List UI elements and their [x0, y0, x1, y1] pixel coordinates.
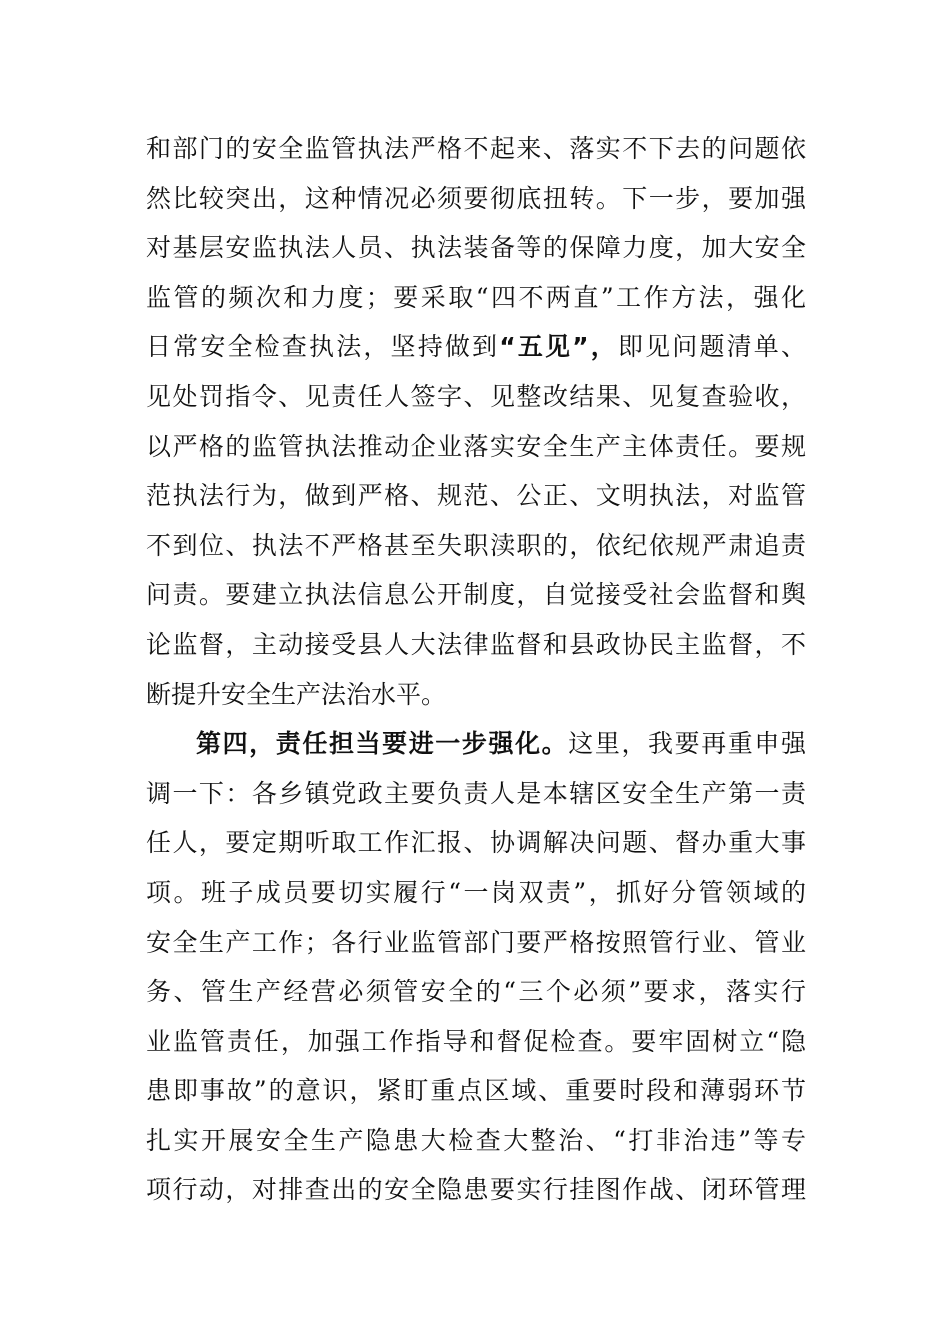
document-page [146, 124, 806, 1215]
text-line: 见处罚指令、见责任人签字、见整改结果、见复查验收， [146, 381, 806, 411]
text-line: 以严格的监管执法推动企业落实安全生产主体责任。要规 [146, 431, 806, 461]
text-run: 即见问题清单、 [617, 332, 806, 362]
text-line: 然比较突出，这种情况必须要彻底扭转。下一步，要加强 [146, 183, 806, 213]
text-line: 任人，要定期听取工作汇报、协调解决问题、督办重大事 [146, 828, 806, 858]
text-line: 断提升安全生产法治水平。 [146, 679, 447, 709]
paragraph-enforcement [146, 124, 806, 719]
text-line: 范执法行为，做到严格、规范、公正、文明执法，对监管 [146, 481, 806, 511]
text-line: 调一下：各乡镇党政主要负责人是本辖区安全生产第一责 [146, 778, 806, 808]
text-line [146, 719, 806, 769]
paragraph-responsibility [146, 719, 806, 1215]
text-line: 务、管生产经营必须管安全的“三个必须”要求，落实行 [146, 977, 806, 1007]
text-line: 患即事故”的意识，紧盯重点区域、重要时段和薄弱环节 [146, 1076, 806, 1106]
text-line: 监管的频次和力度；要采取“四不两直”工作方法，强化 [146, 282, 806, 312]
text-line: 扎实开展安全生产隐患大检查大整治、“打非治违”等专 [146, 1125, 806, 1155]
section-heading-fourth: 第四，责任担当要进一步强化。 [196, 729, 569, 759]
text-line: 项行动，对排查出的安全隐患要实行挂图作战、闭环管理 [146, 1175, 806, 1205]
text-line [146, 322, 806, 372]
text-line: 问责。要建立执法信息公开制度，自觉接受社会监督和舆 [146, 580, 806, 610]
text-line: 论监督，主动接受县人大法律监督和县政协民主监督，不 [146, 629, 806, 659]
text-line: 业监管责任，加强工作指导和督促检查。要牢固树立“隐 [146, 1026, 806, 1056]
text-line: 不到位、执法不严格甚至失职渎职的，依纪依规严肃追责 [146, 530, 806, 560]
text-line: 和部门的安全监管执法严格不起来、落实不下去的问题依 [146, 134, 806, 163]
text-line: 对基层安监执法人员、执法装备等的保障力度，加大安全 [146, 233, 806, 263]
bold-phrase-five-sees: “五见”， [499, 332, 618, 362]
text-run: 这里，我要再重申强 [568, 729, 806, 759]
text-line: 安全生产工作；各行业监管部门要严格按照管行业、管业 [146, 927, 806, 957]
text-line: 项。班子成员要切实履行“一岗双责”，抓好分管领域的 [146, 877, 806, 907]
text-run: 日常安全检查执法，坚持做到 [146, 332, 500, 362]
